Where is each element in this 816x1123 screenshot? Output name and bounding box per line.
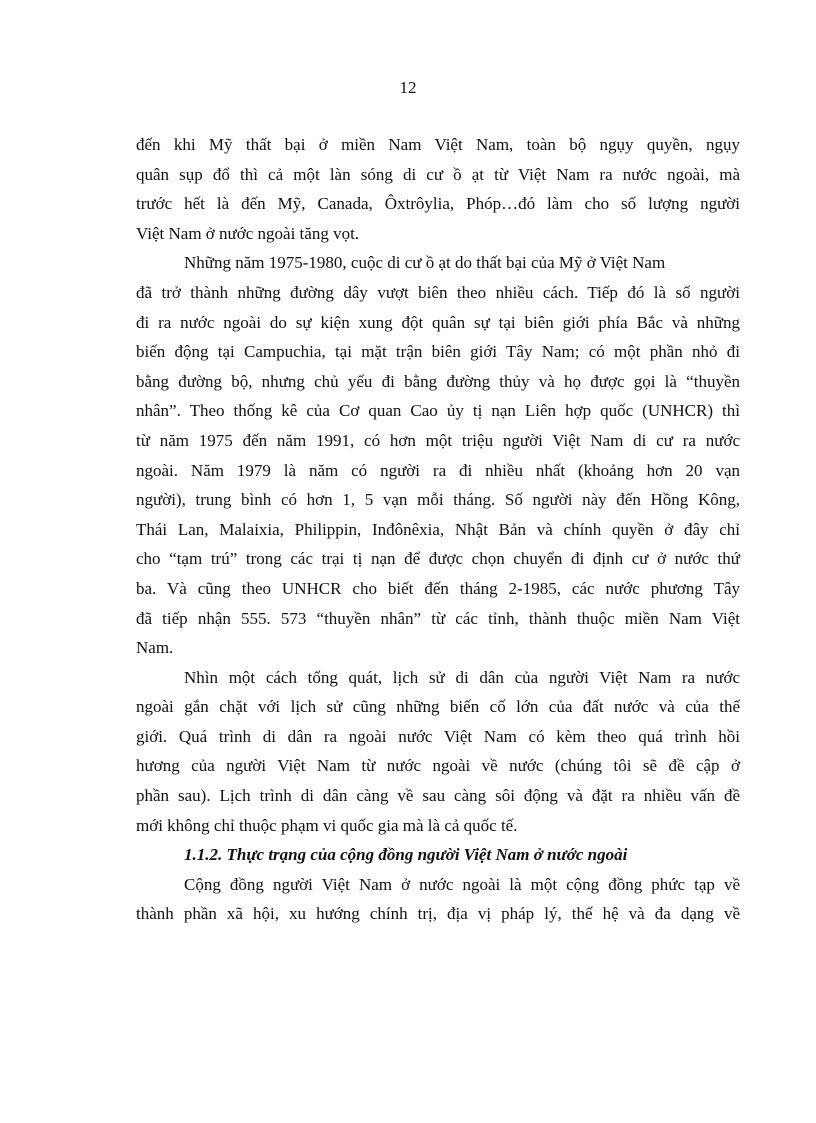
text-line: mới không chỉ thuộc phạm vi quốc gia mà là cả quốc tế. — [136, 815, 518, 835]
text-line: bằng đường bộ, nhưng chủ yếu đi bằng đường thủy và họ được gọi là “thuyền — [136, 371, 740, 391]
paragraph-1 — [136, 130, 740, 248]
paragraph-2 — [136, 248, 740, 662]
text-line: Thái Lan, Malaixia, Philippin, Inđônêxia, Nhật Bản và chính quyền ở đây chỉ — [136, 519, 740, 539]
text-line: Những năm 1975-1980, cuộc di cư ồ ạt do thất bại của Mỹ ở Việt Nam — [184, 253, 666, 273]
text-line: người), trung bình có hơn 1, 5 vạn mỗi tháng. Số người này đến Hồng Kông, — [136, 490, 740, 510]
paragraph-3 — [136, 663, 740, 841]
text-line: đi ra nước ngoài do sự kiện xung đột quân sự tại biên giới phía Bắc và những — [136, 312, 740, 332]
text-line: trước hết là đến Mỹ, Canada, Ôxtrôylia, Phóp…đó làm cho số lượng người — [136, 194, 740, 214]
text-line: ngoài. Năm 1979 là năm có người ra đi nhiều nhất (khoảng hơn 20 vạn — [136, 460, 740, 480]
page-number: 12 — [399, 78, 417, 97]
text-line: từ năm 1975 đến năm 1991, có hơn một triệu người Việt Nam di cư ra nước — [136, 430, 740, 450]
text-line: cho “tạm trú” trong các trại tị nạn để được chọn chuyển đi định cư ở nước thứ — [136, 549, 740, 569]
section-heading: 1.1.2. Thực trạng của cộng đồng người Việt Nam ở nước ngoài — [184, 845, 628, 865]
text-line: Cộng đồng người Việt Nam ở nước ngoài là một cộng đồng phức tạp về — [184, 874, 740, 894]
text-line: đã trở thành những đường dây vượt biên theo nhiều cách. Tiếp đó là số người — [136, 282, 740, 302]
text-line: Nam. — [136, 638, 174, 658]
text-line: đến khi Mỹ thất bại ở miền Nam Việt Nam, toàn bộ ngụy quyền, ngụy — [136, 135, 740, 154]
text-line: phần sau). Lịch trình di dân càng về sau càng sôi động và đặt ra nhiều vấn đề — [136, 786, 740, 806]
text-line: biến động tại Campuchia, tại mặt trận biên giới Tây Nam; có một phần nhỏ đi — [136, 342, 740, 362]
text-line: ngoài gắn chặt với lịch sử cũng những biến cố lớn của đất nước và của thế — [136, 697, 740, 717]
text-line: giới. Quá trình di dân ra ngoài nước Việt Nam có kèm theo quá trình hồi — [136, 726, 740, 746]
text-line: thành phần xã hội, xu hướng chính trị, địa vị pháp lý, thế hệ và đa dạng về — [136, 904, 740, 924]
text-line: đã tiếp nhận 555. 573 “thuyền nhân” từ các tỉnh, thành thuộc miền Nam Việt — [136, 608, 740, 628]
text-line: hương của người Việt Nam từ nước ngoài về nước (chúng tôi sẽ đề cập ở — [136, 756, 740, 776]
text-line: nhân”. Theo thống kê của Cơ quan Cao ủy tị nạn Liên hợp quốc (UNHCR) thì — [136, 401, 740, 421]
text-line: quân sụp đổ thì cả một làn sóng di cư ồ ạt từ Việt Nam ra nước ngoài, mà — [136, 164, 740, 184]
text-line: ba. Và cũng theo UNHCR cho biết đến tháng 2-1985, các nước phương Tây — [136, 578, 740, 598]
text-line: Việt Nam ở nước ngoài tăng vọt. — [136, 223, 360, 243]
body-text — [136, 130, 740, 929]
paragraph-4 — [136, 870, 740, 929]
text-line: Nhìn một cách tổng quát, lịch sử di dân của người Việt Nam ra nước — [184, 667, 740, 687]
